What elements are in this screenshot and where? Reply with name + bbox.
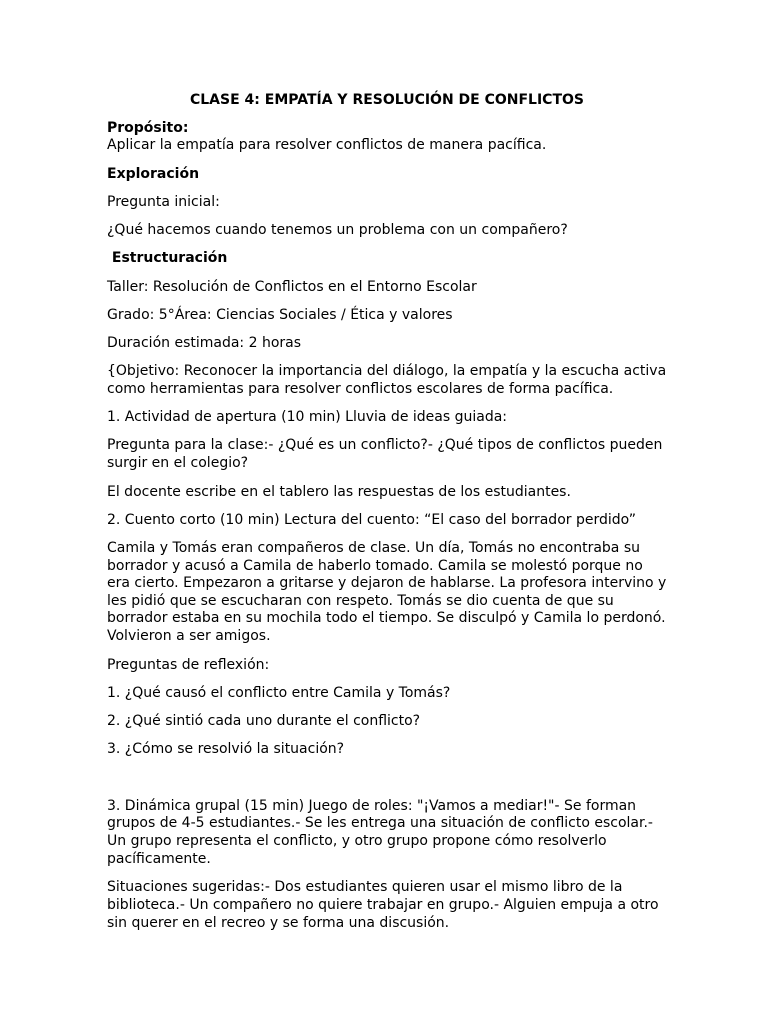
- story-line: era cierto. Empezaron a gritarse y dejaron de hablarse. La profesora intervino y: [107, 575, 667, 591]
- activity-2: 2. Cuento corto (10 min) Lectura del cuento: “El caso del borrador perdido”: [107, 512, 636, 528]
- teacher-note: El docente escribe en el tablero las respuestas de los estudiantes.: [107, 484, 571, 500]
- purpose-text: Aplicar la empatía para resolver conflictos de manera pacífica.: [107, 137, 547, 153]
- reflection-question: 2. ¿Qué sintió cada uno durante el conflicto?: [107, 713, 421, 729]
- class-question-line: surgir en el colegio?: [107, 455, 249, 471]
- document-title: CLASE 4: EMPATÍA Y RESOLUCIÓN DE CONFLICTOS: [189, 92, 584, 108]
- duration-line: Duración estimada: 2 horas: [107, 335, 302, 351]
- exploration-heading: Exploración: [107, 166, 200, 182]
- reflection-heading: Preguntas de reflexión:: [107, 657, 270, 673]
- activity-3-line: pacíficamente.: [107, 851, 211, 867]
- story-line: borrador estaba en su mochila todo el tiempo. Se disculpó y Camila lo perdonó.: [107, 610, 666, 626]
- activity-3-line: grupos de 4-5 estudiantes.- Se les entrega una situación de conflicto escolar.-: [107, 815, 653, 831]
- story-line: borrador y acusó a Camila de haberlo tomado. Camila se molestó porque no: [107, 558, 643, 574]
- reflection-question: 1. ¿Qué causó el conflicto entre Camila y Tomás?: [107, 685, 451, 701]
- initial-question: ¿Qué hacemos cuando tenemos un problema con un compañero?: [107, 222, 568, 238]
- situations-line: biblioteca.- Un compañero no quiere trabajar en grupo.- Alguien empuja a otro: [107, 897, 659, 913]
- objective-line: como herramientas para resolver conflictos escolares de forma pacífica.: [107, 381, 614, 397]
- activity-3-line: Un grupo representa el conflicto, y otro grupo propone cómo resolverlo: [107, 833, 607, 849]
- story-line: Camila y Tomás eran compañeros de clase. Un día, Tomás no encontraba su: [107, 540, 640, 556]
- workshop-line: Taller: Resolución de Conflictos en el Entorno Escolar: [107, 279, 477, 295]
- situations-line: Situaciones sugeridas:- Dos estudiantes quieren usar el mismo libro de la: [107, 879, 623, 895]
- activity-1: 1. Actividad de apertura (10 min) Lluvia de ideas guiada:: [107, 409, 508, 425]
- situations-line: sin querer en el recreo y se forma una discusión.: [107, 915, 450, 931]
- structuring-heading: Estructuración: [107, 250, 228, 266]
- objective-line: {Objetivo: Reconocer la importancia del diálogo, la empatía y la escucha activa: [107, 363, 667, 379]
- activity-3-line: 3. Dinámica grupal (15 min) Juego de roles: "¡Vamos a mediar!"- Se forman: [107, 798, 637, 814]
- class-question-line: Pregunta para la clase:- ¿Qué es un conflicto?- ¿Qué tipos de conflictos pueden: [107, 437, 663, 453]
- initial-question-label: Pregunta inicial:: [107, 194, 220, 210]
- story-line: Volvieron a ser amigos.: [107, 628, 271, 644]
- purpose-heading: Propósito:: [107, 120, 189, 136]
- reflection-question: 3. ¿Cómo se resolvió la situación?: [107, 741, 345, 757]
- story-line: les pidió que se escucharan con respeto. Tomás se dio cuenta de que su: [107, 593, 614, 609]
- grade-area-line: Grado: 5°Área: Ciencias Sociales / Ética y valores: [107, 307, 453, 323]
